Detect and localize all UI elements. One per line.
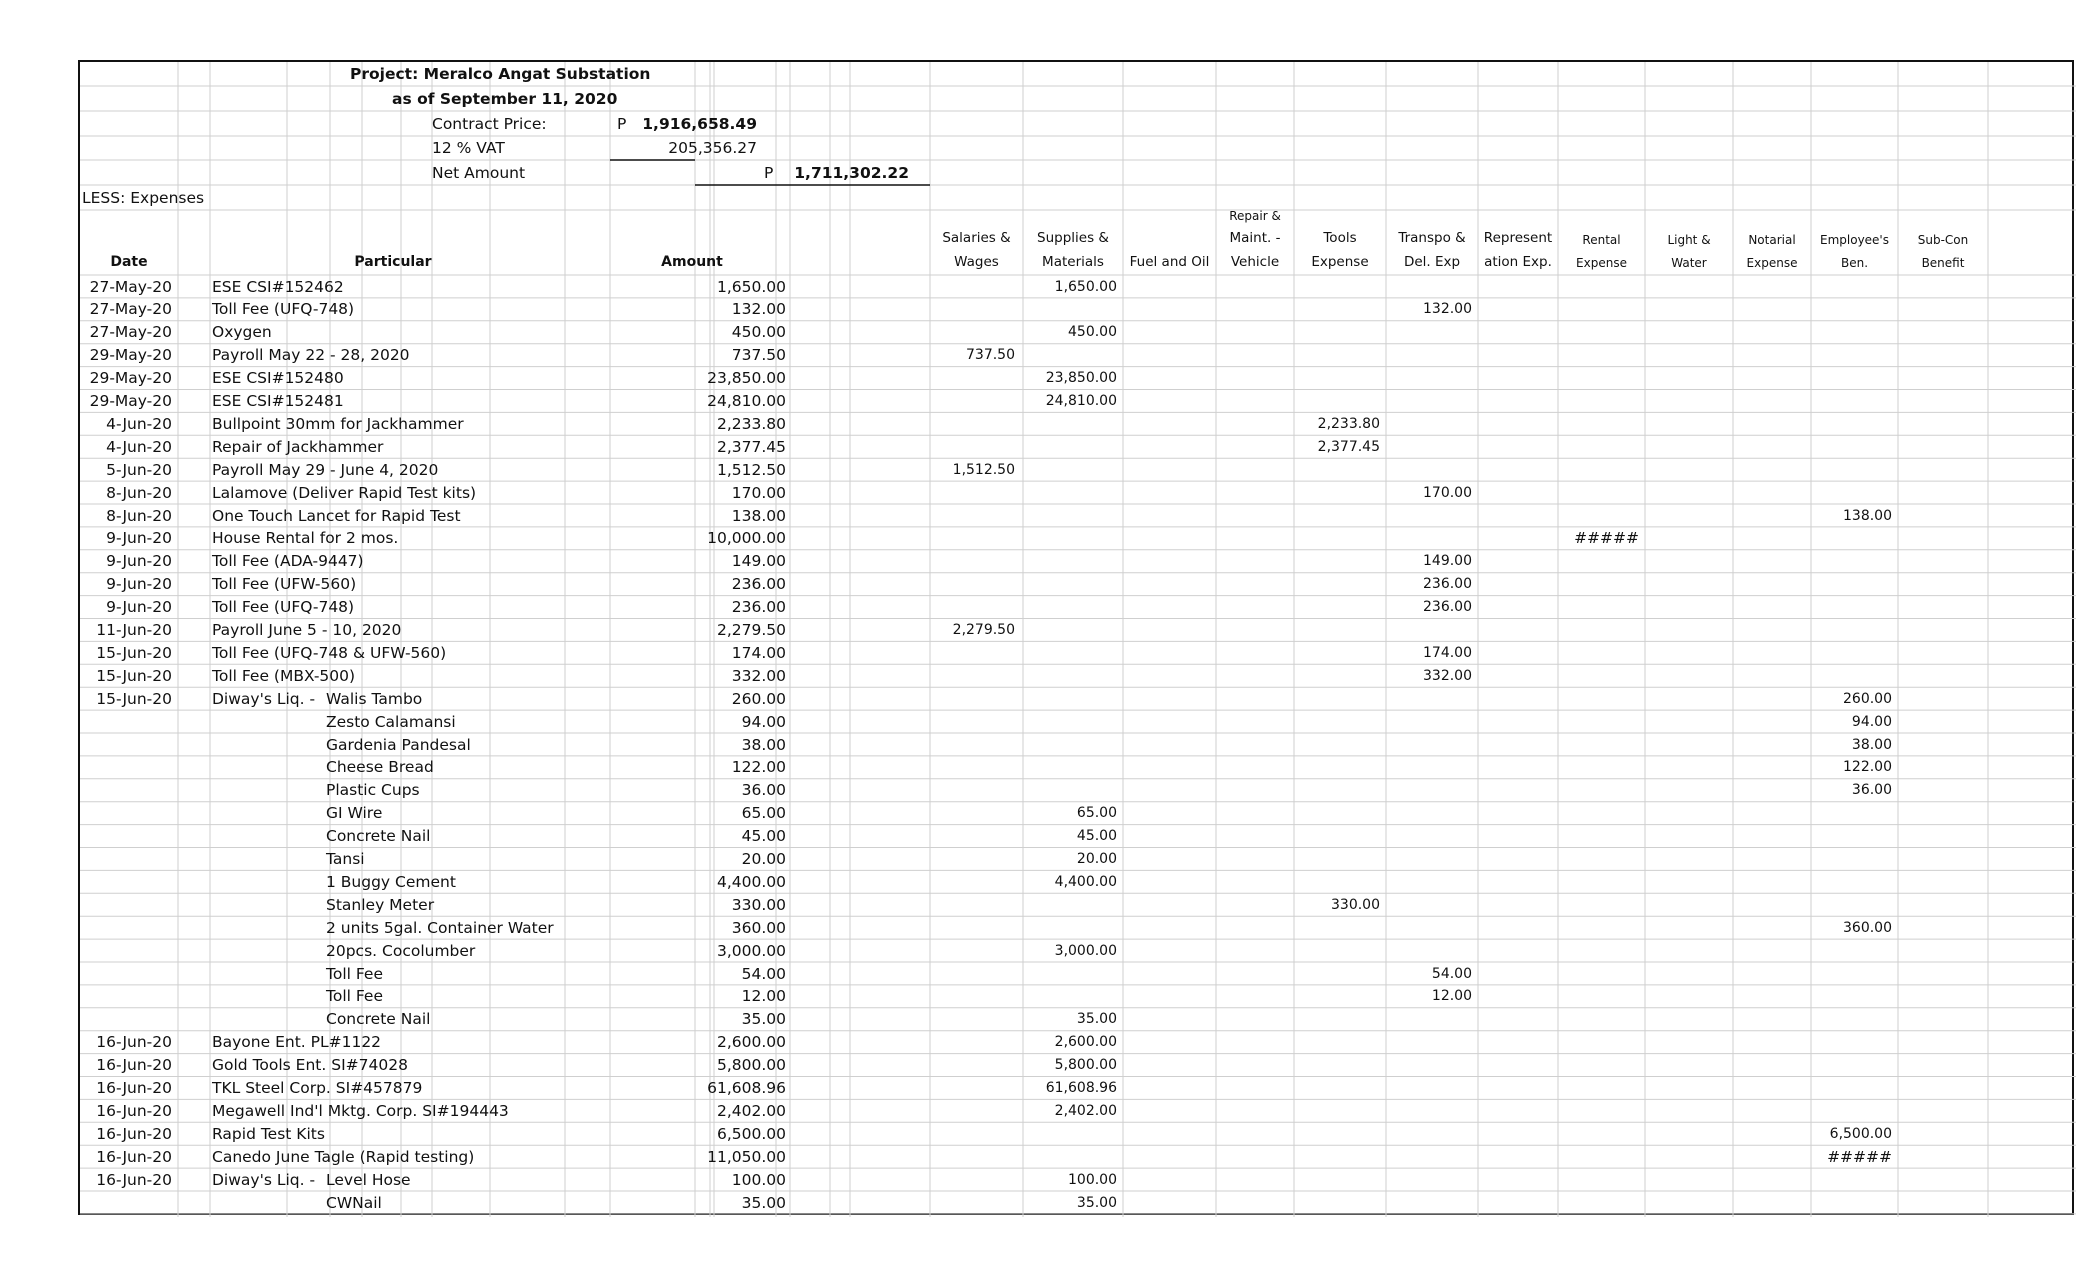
row-particular: Megawell Ind'l Mktg. Corp. SI#194443 — [212, 1101, 509, 1120]
row-particular: Toll Fee (UFQ-748) — [212, 598, 355, 617]
row-date: 4-Jun-20 — [106, 437, 172, 456]
row-amount: 149.00 — [731, 552, 786, 571]
row-date: 16-Jun-20 — [96, 1056, 172, 1075]
less-expenses-label: LESS: Expenses — [82, 189, 205, 207]
row-amount: 10,000.00 — [707, 529, 786, 548]
row-amount: 138.00 — [731, 506, 786, 525]
row-supplies-value: 61,608.96 — [1045, 1080, 1117, 1096]
row-particular: Gardenia Pandesal — [326, 735, 471, 754]
row-date: 16-Jun-20 — [96, 1033, 172, 1052]
row-liquidation-label: Diway's Liq. - — [212, 1170, 316, 1189]
row-date: 9-Jun-20 — [106, 598, 172, 617]
row-amount: 24,810.00 — [707, 392, 786, 410]
row-date: 29-May-20 — [89, 346, 172, 365]
row-amount: 3,000.00 — [716, 941, 786, 960]
net-amount-value: 1,711,302.22 — [794, 164, 909, 182]
row-amount: 1,512.50 — [716, 460, 786, 479]
row-particular: Toll Fee — [326, 964, 383, 983]
contract-currency: P — [617, 115, 627, 133]
row-particular: Canedo June Tagle (Rapid testing) — [212, 1147, 475, 1166]
row-amount: 737.50 — [731, 346, 786, 365]
row-amount: 132.00 — [731, 300, 786, 319]
row-particular: Toll Fee (MBX-500) — [212, 666, 356, 685]
row-date: 16-Jun-20 — [96, 1101, 172, 1120]
row-salaries-value: 2,279.50 — [952, 622, 1015, 638]
row-particular: House Rental for 2 mos. — [212, 529, 399, 548]
row-amount: 6,500.00 — [716, 1124, 786, 1143]
row-transpo-value: 12.00 — [1431, 988, 1472, 1005]
row-particular: Bullpoint 30mm for Jackhammer — [212, 414, 464, 433]
row-amount: 2,233.80 — [716, 414, 786, 433]
row-particular: Lalamove (Deliver Rapid Test kits) — [212, 483, 477, 502]
row-particular: One Touch Lancet for Rapid Test — [212, 506, 461, 525]
row-particular: TKL Steel Corp. SI#457879 — [212, 1079, 423, 1097]
row-particular: Zesto Calamansi — [326, 712, 456, 731]
row-amount: 11,050.00 — [707, 1147, 786, 1166]
row-particular: Toll Fee (UFQ-748) — [212, 300, 355, 319]
row-amount: 174.00 — [731, 643, 786, 662]
row-particular: Concrete Nail — [326, 827, 431, 846]
row-supplies-value: 20.00 — [1076, 851, 1117, 867]
row-salaries-value: 1,512.50 — [952, 461, 1015, 478]
row-amount: 450.00 — [731, 323, 786, 342]
vat-value: 205,356.27 — [668, 139, 757, 157]
row-date: 9-Jun-20 — [106, 552, 172, 571]
row-particular: Rapid Test Kits — [212, 1124, 325, 1143]
row-amount: 330.00 — [731, 895, 786, 914]
row-transpo-value: 170.00 — [1423, 484, 1472, 501]
row-particular: 20pcs. Cocolumber — [326, 941, 476, 960]
row-particular: Toll Fee (ADA-9447) — [212, 552, 364, 571]
row-amount: 38.00 — [741, 735, 786, 754]
row-tools-value: 2,377.45 — [1317, 438, 1380, 455]
row-date: 11-Jun-20 — [96, 621, 172, 639]
row-amount: 236.00 — [731, 598, 786, 617]
row-particular: Tansi — [326, 850, 365, 868]
row-amount: 94.00 — [741, 712, 786, 731]
row-particular: Toll Fee — [326, 987, 383, 1006]
row-date: 15-Jun-20 — [96, 643, 172, 662]
row-particular: GI Wire — [326, 804, 383, 823]
row-date: 5-Jun-20 — [106, 460, 172, 479]
row-date: 8-Jun-20 — [106, 483, 172, 502]
row-amount: 100.00 — [731, 1170, 786, 1189]
row-supplies-value: 5,800.00 — [1054, 1057, 1117, 1074]
contract-price-label: Contract Price: — [432, 115, 547, 133]
row-supplies-value: 4,400.00 — [1054, 873, 1117, 890]
contract-price-value: 1,916,658.49 — [642, 115, 757, 133]
row-supplies-value: 35.00 — [1076, 1194, 1117, 1211]
row-amount: 332.00 — [731, 666, 786, 685]
row-supplies-value: 2,402.00 — [1054, 1102, 1117, 1119]
row-amount: 2,600.00 — [716, 1033, 786, 1052]
row-date: 9-Jun-20 — [106, 575, 172, 594]
row-particular: Plastic Cups — [326, 781, 420, 800]
row-transpo-value: 236.00 — [1423, 599, 1472, 616]
row-amount: 2,402.00 — [716, 1101, 786, 1120]
row-date: 16-Jun-20 — [96, 1147, 172, 1166]
row-tools-value: 330.00 — [1331, 896, 1380, 913]
row-date: 16-Jun-20 — [96, 1079, 172, 1097]
row-amount: 4,400.00 — [716, 872, 786, 891]
row-supplies-value: 100.00 — [1068, 1171, 1117, 1188]
row-particular: Oxygen — [212, 323, 272, 342]
row-supplies-value: 35.00 — [1076, 1011, 1117, 1028]
row-date: 29-May-20 — [89, 369, 172, 388]
row-amount: 2,279.50 — [716, 621, 786, 639]
row-date: 9-Jun-20 — [106, 529, 172, 548]
row-liquidation-label: Diway's Liq. - — [212, 689, 316, 708]
row-transpo-value: 174.00 — [1423, 644, 1472, 661]
row-particular: ESE CSI#152481 — [212, 392, 344, 410]
row-particular: Payroll May 22 - 28, 2020 — [212, 346, 410, 365]
row-amount: 170.00 — [731, 483, 786, 502]
row-particular: Concrete Nail — [326, 1010, 431, 1029]
row-tools-value: 2,233.80 — [1317, 415, 1380, 432]
row-date: 27-May-20 — [89, 300, 172, 319]
row-supplies-value: 2,600.00 — [1054, 1034, 1117, 1051]
row-date: 15-Jun-20 — [96, 689, 172, 708]
row-amount: 20.00 — [741, 850, 786, 868]
row-amount: 236.00 — [731, 575, 786, 594]
row-particular: Bayone Ent. PL#1122 — [212, 1033, 382, 1052]
row-supplies-value: 3,000.00 — [1054, 942, 1117, 959]
row-amount: 2,377.45 — [716, 437, 786, 456]
project-title: Project: Meralco Angat Substation — [350, 65, 651, 83]
row-particular: Toll Fee (UFQ-748 & UFW-560) — [212, 643, 447, 662]
row-date: 16-Jun-20 — [96, 1124, 172, 1143]
row-particular: Payroll May 29 - June 4, 2020 — [212, 460, 439, 479]
row-transpo-value: 54.00 — [1431, 965, 1472, 982]
row-amount: 35.00 — [741, 1193, 786, 1212]
row-particular: Gold Tools Ent. SI#74028 — [212, 1056, 408, 1075]
row-date: 8-Jun-20 — [106, 506, 172, 525]
row-employee-value: 138.00 — [1843, 507, 1892, 524]
row-amount: 54.00 — [741, 964, 786, 983]
row-particular: Payroll June 5 - 10, 2020 — [212, 621, 402, 639]
row-rental-value: ##### — [1574, 529, 1639, 548]
row-particular: 2 units 5gal. Container Water — [326, 918, 554, 937]
row-supplies-value: 24,810.00 — [1045, 393, 1117, 409]
row-amount: 260.00 — [731, 689, 786, 708]
row-amount: 23,850.00 — [707, 369, 786, 388]
row-employee-value: 360.00 — [1843, 919, 1892, 936]
row-employee-value: 38.00 — [1851, 736, 1892, 753]
row-supplies-value: 23,850.00 — [1045, 370, 1117, 387]
row-amount: 360.00 — [731, 918, 786, 937]
row-transpo-value: 236.00 — [1423, 576, 1472, 593]
row-particular: Level Hose — [326, 1170, 411, 1189]
row-employee-value: 94.00 — [1851, 713, 1892, 730]
row-particular: 1 Buggy Cement — [326, 872, 456, 891]
row-particular: ESE CSI#152462 — [212, 277, 344, 296]
expense-spreadsheet: Project: Meralco Angat Substation as of September 11, 2020 Contract Price: P 1,916,658.49 12 % VAT 205,356.27 Net Amount P 1,711,302.22 LESS: Expenses Date Particular Amount Salaries & Wages Supplies & Materials Fuel and Oil Repair & Maint. - Vehicle Tools Expense Transpo & Del. Exp Represent ation Exp. Rental Expense Light & Water Notarial Expense Employee's Ben. Sub-Con Benefit 27-May-20 ESE CSI#152462 1,650.00 1,650.00 27-May-20 Toll Fee (UFQ-748) 132.00 132.00 27-May-20 Oxygen 450.00 450.00 29-May-20 Payroll May 22 - 28, 2020 737.50 737.50 29-May-20 ESE CSI#152480 23,850.00 23,850.00 29-May-20 ESE CSI#152481 24,810.00 24,810.00 4-Jun-20 Bullpoint 30mm for Jackhammer 2,233.80 2,233.80 4-Jun-20 Repair of Jackhammer 2,377.45 2,377.45 5-Jun-20 Payroll May 29 - June 4, 2020 1,512.50 1,512.50 8-Jun-20 Lalamove (Deliver Rapid Test kits) 170.00 170.00 8-Jun-20 One Touch Lancet for Rapid Test 138.00 138.00 9-Jun-20 House Rental for 2 mos. 10,000.00 ##### 9-Jun-20 Toll Fee (ADA-9447) 149.00 149.00 9-Jun-20 Toll Fee (UFW-560) 236.00 236.00 9-Jun-20 Toll Fee (UFQ-748) 236.00 236.00 11-Jun-20 Payroll June 5 - 10, 2020 2,279.50 2,279.50 15-Jun-20 Toll Fee (UFQ-748 & UFW-560) 174.00 174.00 15-Jun-20 Toll Fee (MBX-500) 332.00 332.00 15-Jun-20 Diway's Liq. - Walis Tambo 260.00 260.00 Zesto Calamansi 94.00 94.00 Gardenia Pandesal 38.00 38.00 Cheese Bread 122.00 122.00 Plastic Cups 36.00 36.00 GI Wire 65.00 65.00 Concrete Nail 45.00 45.00 Tansi 20.00 20.00 1 Buggy Cement 4,400.00 4,400.00 Stanley Meter 330.00 330.00 2 units 5gal. Container Water 360.00 360.00 20pcs. Cocolumber 3,000.00 3,000.00 Toll Fee 54.00 54.00 Toll Fee 12.00 12.00 Concrete Nail 35.00 35.00 16-Jun-20 Bayone Ent. PL#1122 2,600.00 2,600.00 16-Jun-20 Gold Tools Ent. SI#74028 5,800.00 5,800.00 16-Jun-20 TKL Steel Corp. SI#457879 61,608.96 61,608.96 16-Jun-20 Megawell Ind'l Mktg. Corp. SI#194443 2,402.00 2,402.00 16-Jun-20 Rapid Test Kits 6,500.00 6,500.00 16-Jun-20 Canedo June Tagle (Rapid testing) 11,050.00 ##### 16-Jun-20 Diway's Liq. - Level Hose 100.00 100.00 CWNail 35.00 35.00 — [78, 60, 2074, 1215]
row-employee-value: 36.00 — [1851, 782, 1892, 799]
as-of-date: as of September 11, 2020 — [392, 90, 618, 108]
row-particular: Toll Fee (UFW-560) — [212, 575, 357, 594]
row-particular: ESE CSI#152480 — [212, 369, 344, 388]
row-amount: 36.00 — [741, 781, 786, 800]
row-date: 27-May-20 — [89, 323, 172, 342]
row-transpo-value: 149.00 — [1423, 553, 1472, 570]
row-amount: 5,800.00 — [716, 1056, 786, 1075]
row-particular: CWNail — [326, 1193, 382, 1212]
row-supplies-value: 45.00 — [1076, 828, 1117, 845]
row-transpo-value: 132.00 — [1423, 301, 1472, 318]
row-amount: 1,650.00 — [716, 277, 786, 296]
row-employee-value: 122.00 — [1843, 759, 1892, 776]
row-particular: Stanley Meter — [326, 895, 435, 914]
header-amount: Amount — [661, 254, 723, 270]
row-salaries-value: 737.50 — [966, 347, 1015, 364]
net-amount-label: Net Amount — [432, 164, 526, 182]
row-date: 4-Jun-20 — [106, 414, 172, 433]
row-particular: Walis Tambo — [326, 689, 423, 708]
row-employee-value: 260.00 — [1843, 690, 1892, 707]
row-amount: 12.00 — [741, 987, 786, 1006]
row-date: 27-May-20 — [89, 277, 172, 296]
net-currency: P — [764, 164, 774, 182]
row-amount: 35.00 — [741, 1010, 786, 1029]
row-supplies-value: 65.00 — [1076, 805, 1117, 822]
row-supplies-value: 450.00 — [1068, 324, 1117, 341]
row-employee-value: 6,500.00 — [1829, 1125, 1892, 1142]
row-amount: 45.00 — [741, 827, 786, 846]
row-date: 15-Jun-20 — [96, 666, 172, 685]
row-employee-value: ##### — [1827, 1147, 1892, 1166]
row-supplies-value: 1,650.00 — [1054, 278, 1117, 295]
row-amount: 65.00 — [741, 804, 786, 823]
row-transpo-value: 332.00 — [1423, 667, 1472, 684]
vat-label: 12 % VAT — [432, 139, 505, 157]
row-date: 16-Jun-20 — [96, 1170, 172, 1189]
row-amount: 61,608.96 — [707, 1079, 786, 1097]
row-amount: 122.00 — [731, 758, 786, 777]
header-date: Date — [110, 254, 148, 270]
row-date: 29-May-20 — [89, 392, 172, 410]
row-particular: Repair of Jackhammer — [212, 437, 384, 456]
header-particular: Particular — [354, 254, 432, 270]
row-particular: Cheese Bread — [326, 758, 434, 777]
